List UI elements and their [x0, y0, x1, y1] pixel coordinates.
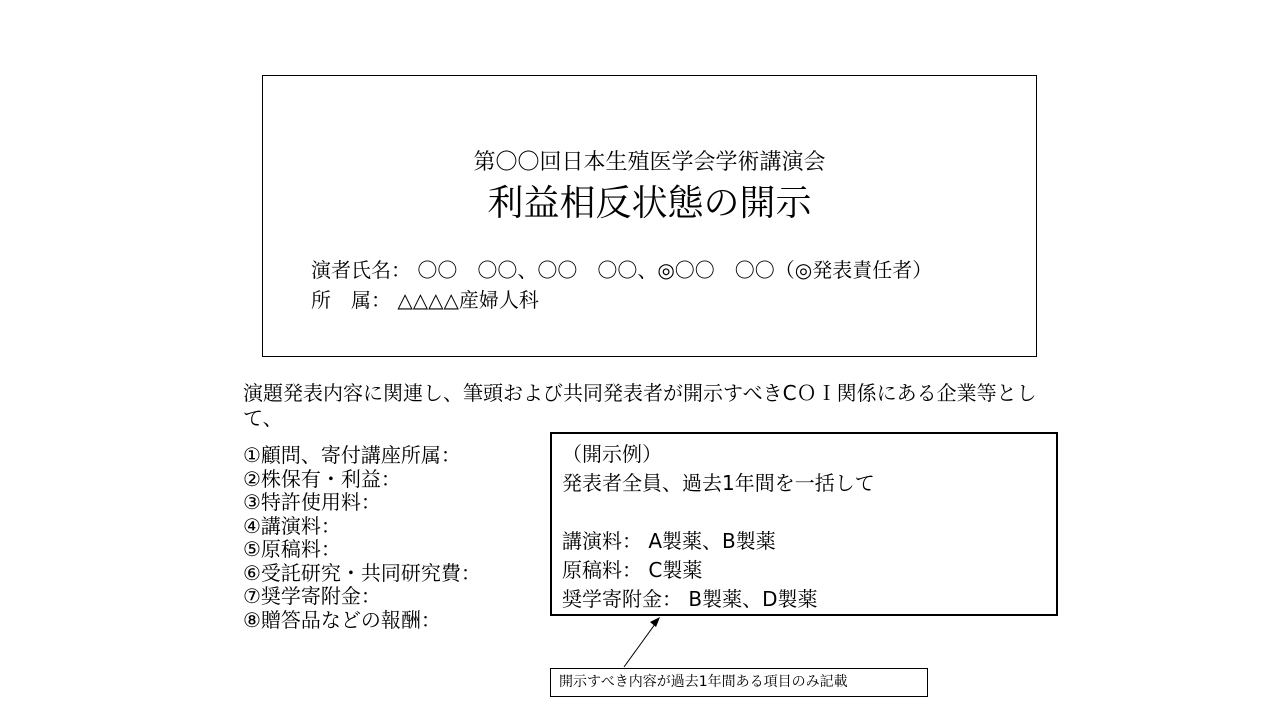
list-item: ⑥受託研究・共同研究費：: [243, 560, 481, 585]
affiliation: 所 属： △△△△産婦人科: [311, 288, 539, 312]
author-names: 演者氏名： 〇〇 〇〇、〇〇 〇〇、◎〇〇 〇〇（◎発表責任者）: [311, 258, 933, 282]
arrow-line: [624, 620, 658, 667]
title-box: [262, 75, 1037, 357]
example-line: 原稿料： C製薬: [562, 558, 703, 582]
list-item: ②株保有・利益：: [243, 466, 401, 491]
example-box: [550, 432, 1058, 616]
arrowhead: [650, 617, 660, 627]
list-item: ⑤原稿料：: [243, 537, 341, 561]
example-subtitle: 発表者全員、過去1年間を一括して: [562, 471, 875, 495]
list-item: ⑧贈答品などの報酬：: [243, 607, 441, 632]
list-item: ④講演料：: [243, 513, 341, 538]
list-item: ①顧問、寄付講座所属：: [243, 443, 461, 467]
list-item: ③特許使用料：: [243, 490, 381, 514]
example-header: （開示例）: [562, 442, 662, 466]
intro-text: 演題発表内容に関連し、筆頭および共同発表者が開示すべきCＯＩ関係にある企業等として、: [243, 381, 1037, 430]
conference-title: 第〇〇回日本生殖医学会学術講演会: [473, 150, 826, 175]
example-line: 奨学寄附金： B製薬、D製薬: [562, 587, 818, 611]
coi-list: [243, 444, 481, 632]
page-title: 利益相反状態の開示: [487, 183, 812, 224]
list-item: ⑦奨学寄附金：: [243, 584, 381, 608]
example-line: 講演料： A製薬、B製薬: [562, 529, 776, 553]
example-spacer: [562, 498, 1046, 527]
note-box: 開示すべき内容が過去1年間ある項目のみ記載: [550, 668, 928, 697]
